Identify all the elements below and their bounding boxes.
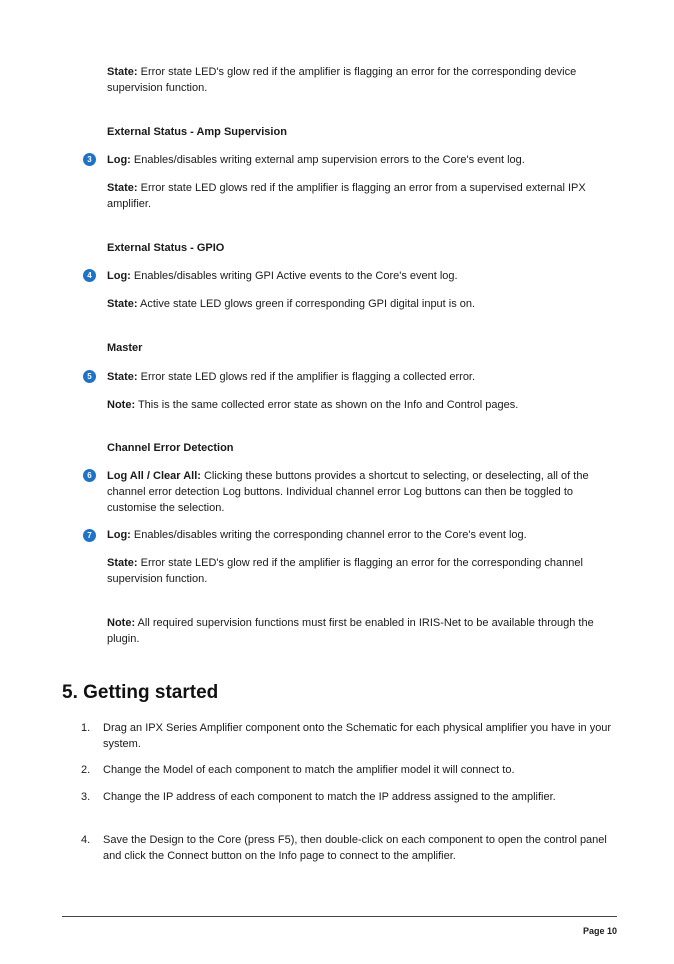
paragraph <box>107 397 613 413</box>
list-item <box>81 762 621 778</box>
subheading: External Status - GPIO <box>107 242 225 254</box>
bold-lead: State: <box>107 371 138 383</box>
bold-lead: Log: <box>107 270 131 282</box>
callout-number-icon: 5 <box>83 370 96 383</box>
bold-lead: State: <box>107 298 138 310</box>
paragraph <box>107 555 613 587</box>
paragraph <box>107 468 613 516</box>
subheading: Master <box>107 342 143 354</box>
bold-lead: Log All / Clear All: <box>107 470 201 482</box>
paragraph-text: Clicking these buttons provides a shortcut to selecting, or deselecting, all of the channel error detection Log buttons. Individual channel error Log buttons can then be toggled to customise the selection. <box>107 470 589 514</box>
paragraph <box>107 369 613 385</box>
list-number: 2. <box>81 764 91 776</box>
list-number: 1. <box>81 722 91 734</box>
paragraph <box>107 180 613 212</box>
bold-lead: Note: <box>107 617 136 629</box>
paragraph-text: Error state LED's glow red if the amplifier is flagging an error for the corresponding channel supervision function. <box>107 557 583 585</box>
callout-number-icon: 7 <box>83 529 96 542</box>
list-number: 3. <box>81 791 91 803</box>
note-paragraph <box>107 615 613 647</box>
paragraph-text: Enables/disables writing GPI Active events to the Core's event log. <box>130 270 458 282</box>
section-title: 5. Getting started <box>62 682 219 703</box>
paragraph-text: Enables/disables writing external amp supervision errors to the Core's event log. <box>130 154 525 166</box>
subheading: External Status - Amp Supervision <box>107 126 287 138</box>
bold-lead: Log: <box>107 529 131 541</box>
paragraph-text: This is the same collected error state as shown on the Info and Control pages. <box>135 399 519 411</box>
subheading: Channel Error Detection <box>107 442 234 454</box>
paragraph <box>107 527 613 543</box>
paragraph <box>107 64 613 96</box>
list-item-text: Change the Model of each component to match the amplifier model it will connect to. <box>103 764 515 776</box>
paragraph <box>107 296 613 312</box>
callout-number-icon: 3 <box>83 153 96 166</box>
bold-lead: Note: <box>107 399 136 411</box>
paragraph-text: All required supervision functions must first be enabled in IRIS-Net to be available through the plugin. <box>107 617 594 645</box>
paragraph-text: Enables/disables writing the corresponding channel error to the Core's event log. <box>130 529 527 541</box>
footer-divider <box>62 916 617 917</box>
page-number: Page 10 <box>582 926 617 936</box>
bold-lead: State: <box>107 66 138 78</box>
paragraph <box>107 152 613 168</box>
paragraph-text: Error state LED's glow red if the amplifier is flagging an error for the corresponding device supervision function. <box>107 66 577 94</box>
callout-number-icon: 4 <box>83 269 96 282</box>
paragraph-text: Active state LED glows green if corresponding GPI digital input is on. <box>137 298 476 310</box>
list-item <box>81 832 621 864</box>
list-item-text: Change the IP address of each component to match the IP address assigned to the amplifier. <box>103 791 556 803</box>
paragraph-text: Error state LED glows red if the amplifier is flagging an error from a supervised external IPX amplifier. <box>107 182 586 210</box>
bold-lead: State: <box>107 182 138 194</box>
paragraph <box>107 268 613 284</box>
bold-lead: State: <box>107 557 138 569</box>
bold-lead: Log: <box>107 154 131 166</box>
list-item <box>81 789 621 805</box>
list-item-text: Drag an IPX Series Amplifier component onto the Schematic for each physical amplifier you have in your system. <box>103 722 612 750</box>
list-number: 4. <box>81 834 91 846</box>
list-item-text: Save the Design to the Core (press F5), then double-click on each component to open the control panel and click the Connect button on the Info page to connect to the amplifier. <box>103 834 607 862</box>
paragraph-text: Error state LED glows red if the amplifier is flagging a collected error. <box>137 371 476 383</box>
list-item <box>81 720 621 752</box>
callout-number-icon: 6 <box>83 469 96 482</box>
